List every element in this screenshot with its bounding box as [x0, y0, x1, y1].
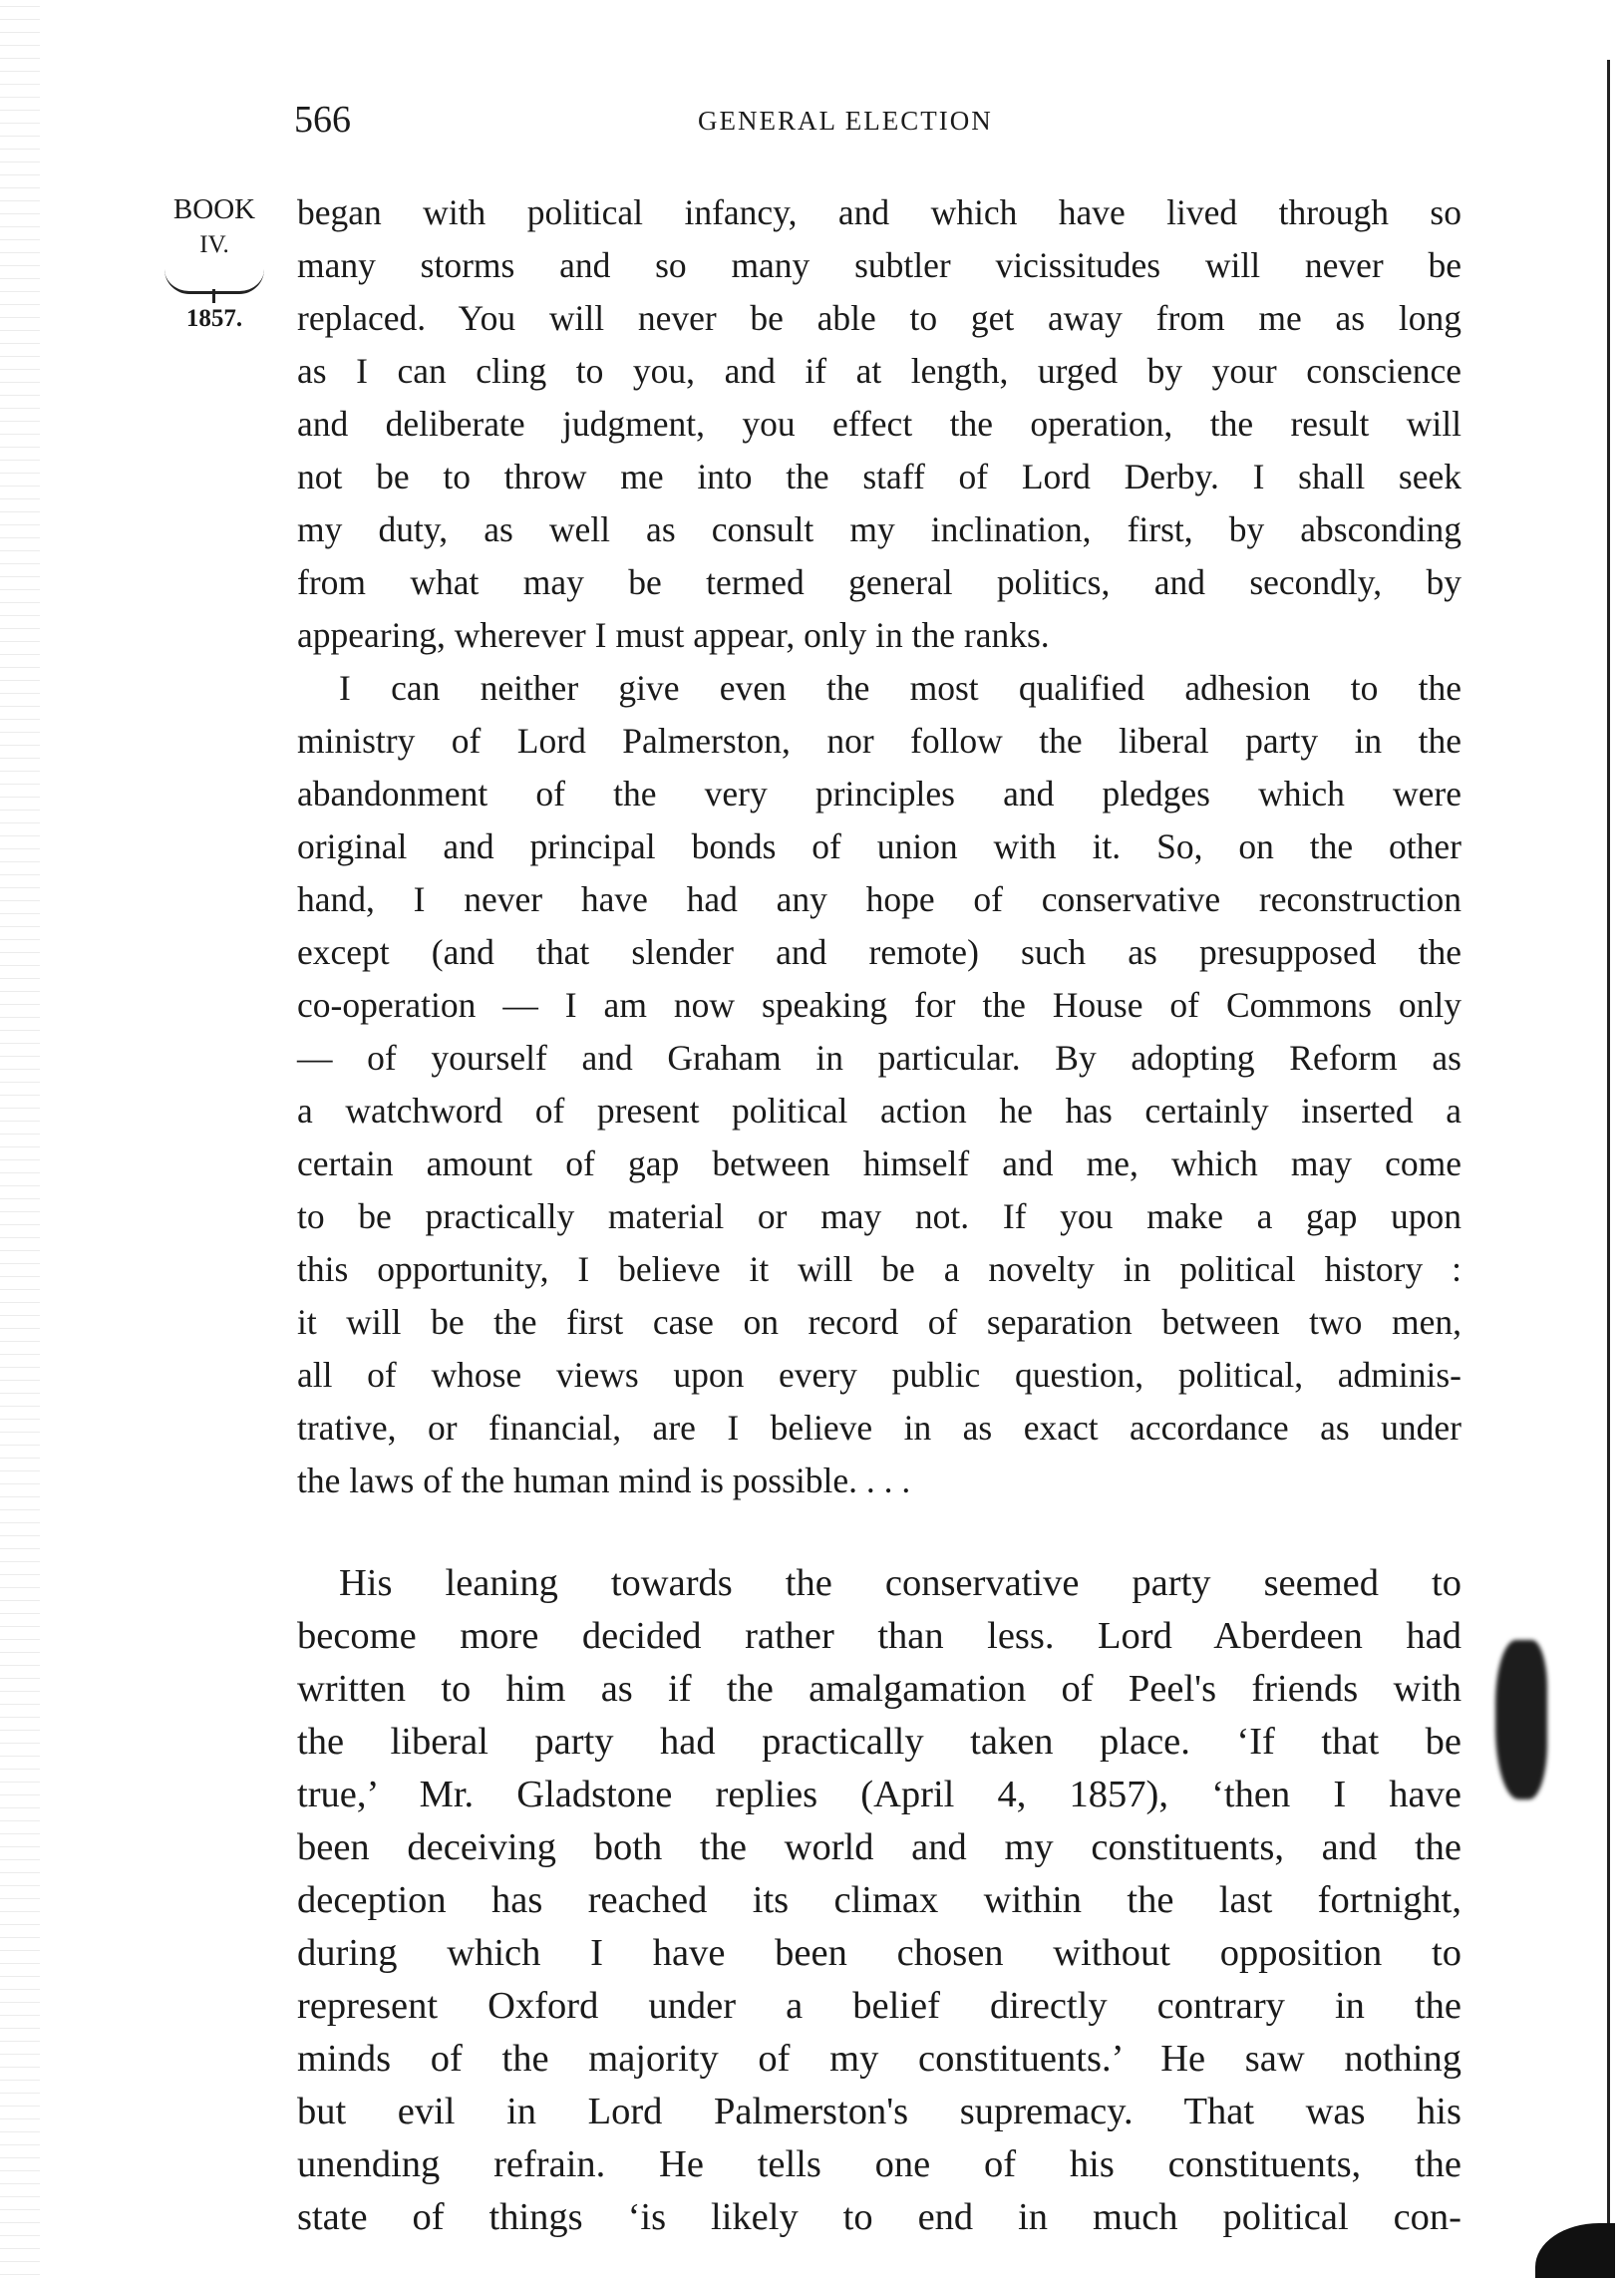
text-line: many storms and so many subtler vicissitudes will never be	[297, 245, 1462, 285]
text-line: as I can cling to you, and if at length, urged by your conscience	[297, 351, 1462, 391]
text-line: — of yourself and Graham in particular. By adopting Reform as	[297, 1038, 1462, 1078]
text-line: a watchword of present political action he has certainly inserted a	[297, 1091, 1462, 1131]
text-line: replaced. You will never be able to get away from me as long	[297, 298, 1462, 338]
text-line: represent Oxford under a belief directly contrary in the	[297, 1985, 1462, 2027]
scan-smudge	[1495, 1640, 1547, 1799]
margin-year: 1857.	[185, 305, 243, 332]
text-line: the liberal party had practically taken place. ‘If that be	[297, 1721, 1462, 1763]
text-line: become more decided rather than less. Lord Aberdeen had	[297, 1615, 1462, 1657]
text-line: state of things ‘is likely to end in much political con-	[297, 2196, 1462, 2238]
text-line: appearing, wherever I must appear, only in the ranks.	[297, 615, 1050, 655]
text-line: this opportunity, I believe it will be a novelty in political history :	[297, 1249, 1462, 1289]
text-line: hand, I never have had any hope of conservative reconstruction	[297, 879, 1462, 919]
margin-brace-tip	[212, 289, 215, 303]
text-line: but evil in Lord Palmerston's supremacy. That was his	[297, 2091, 1462, 2132]
text-line: not be to throw me into the staff of Lord Derby. I shall seek	[297, 457, 1462, 496]
margin-volume: IV.	[199, 231, 229, 258]
text-line: deception has reached its climax within the last fortnight,	[297, 1879, 1462, 1921]
text-line: I can neither give even the most qualified adhesion to the	[339, 668, 1462, 708]
text-line: abandonment of the very principles and pledges which were	[297, 774, 1462, 814]
text-line: true,’ Mr. Gladstone replies (April 4, 1857), ‘then I have	[297, 1774, 1462, 1815]
text-line: began with political infancy, and which have lived through so	[297, 192, 1462, 232]
body-paragraph	[297, 1557, 1462, 2244]
text-line: been deceiving both the world and my constituents, and the	[297, 1826, 1462, 1868]
text-line: co-operation — I am now speaking for the House of Commons only	[297, 985, 1462, 1025]
text-line: to be practically material or may not. If you make a gap upon	[297, 1196, 1462, 1236]
text-line: unending refrain. He tells one of his constituents, the	[297, 2143, 1462, 2185]
text-line: it will be the first case on record of separation between two men,	[297, 1302, 1462, 1342]
text-line: original and principal bonds of union with it. So, on the other	[297, 826, 1462, 866]
text-line: all of whose views upon every public question, political, adminis-	[297, 1355, 1462, 1395]
text-line: His leaning towards the conservative party seemed to	[339, 1562, 1462, 1604]
letter-quotation	[297, 186, 1462, 1507]
text-line: minds of the majority of my constituents.’ He saw nothing	[297, 2038, 1462, 2080]
text-line: ministry of Lord Palmerston, nor follow the liberal party in the	[297, 721, 1462, 761]
page-edge-rule	[1607, 60, 1610, 2278]
page-number: 566	[294, 99, 351, 141]
text-line: during which I have been chosen without opposition to	[297, 1932, 1462, 1974]
text-line: certain amount of gap between himself and me, which may come	[297, 1143, 1462, 1183]
text-line: and deliberate judgment, you effect the operation, the result will	[297, 404, 1462, 444]
text-line: trative, or financial, are I believe in as exact accordance as under	[297, 1408, 1462, 1448]
scan-corner-shadow	[1535, 2223, 1615, 2278]
text-line: except (and that slender and remote) such as presupposed the	[297, 932, 1462, 972]
text-line: from what may be termed general politics, and secondly, by	[297, 562, 1462, 602]
text-line: my duty, as well as consult my inclination, first, by absconding	[297, 509, 1462, 549]
text-line: the laws of the human mind is possible. . . .	[297, 1461, 911, 1500]
text-line: written to him as if the amalgamation of Peel's friends with	[297, 1668, 1462, 1710]
margin-book: BOOK	[172, 193, 256, 225]
page-edge-scan-noise	[0, 0, 40, 2278]
running-title: GENERAL ELECTION	[698, 106, 993, 136]
